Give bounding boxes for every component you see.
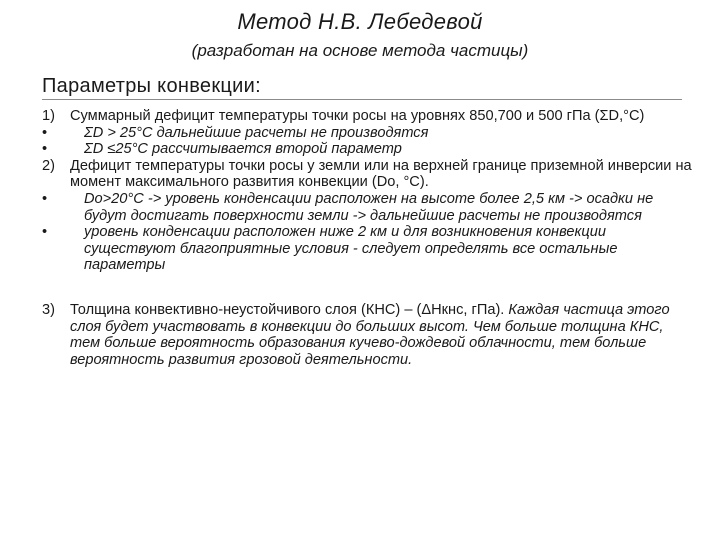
bullet-item	[42, 191, 692, 224]
list-item-text: Дефицит температуры точки росы у земли или на верхней границе приземной инверсии на момент максимального развития конвекции (Do, °C).	[70, 157, 692, 191]
list-item-3	[42, 302, 692, 368]
list-marker: 2)	[42, 157, 55, 174]
list-marker: 3)	[42, 301, 55, 318]
list-item-2	[42, 158, 692, 191]
list-marker: 1)	[42, 108, 55, 124]
slide-title: Метод Н.В. Лебедевой	[237, 9, 483, 34]
bullet-item	[42, 141, 692, 158]
bullet-text: Do>20°C -> уровень конденсации расположен на высоте более 2,5 км -> осадки не будут достигать поверхности земли -> дальнейшие расчеты не производятся	[84, 190, 654, 224]
bullet-text: ΣD ≤25°C рассчитывается второй параметр	[84, 141, 402, 158]
parameter-list	[42, 108, 692, 368]
list-item-1	[42, 108, 692, 125]
bullet-marker: •	[42, 124, 48, 141]
section-heading: Параметры конвекции:	[42, 73, 682, 100]
bullet-marker: •	[42, 190, 48, 207]
slide-subtitle: (разработан на основе метода частицы)	[191, 41, 529, 60]
list-item-text: Суммарный дефицит температуры точки росы на уровнях 850,700 и 500 гПа (ΣD,°C)	[70, 108, 645, 124]
bullet-item	[42, 125, 692, 142]
list-item-text	[70, 302, 692, 368]
bullet-marker: •	[42, 141, 48, 158]
bullet-text: уровень конденсации расположен ниже 2 км и для возникновения конвекции существуют благоприятные условия - следует определять все остальные параметры	[84, 224, 618, 274]
list-item-text-italic: Каждая частица этого слоя будет участвовать в конвекции до больших высот. Чем больше толщина КНС, тем больше вероятность образования кучево-дождевой облачности, тем больше вероятность развития грозовой деятельности.	[70, 301, 670, 368]
list-item-text-plain: Толщина конвективно-неустойчивого слоя (КНС) – (ΔHкнс, гПа).	[70, 301, 505, 318]
bullet-item	[42, 224, 692, 274]
spacer	[42, 274, 692, 302]
bullet-text: ΣD > 25°C дальнейшие расчеты не производятся	[84, 124, 429, 141]
bullet-marker: •	[42, 224, 48, 241]
